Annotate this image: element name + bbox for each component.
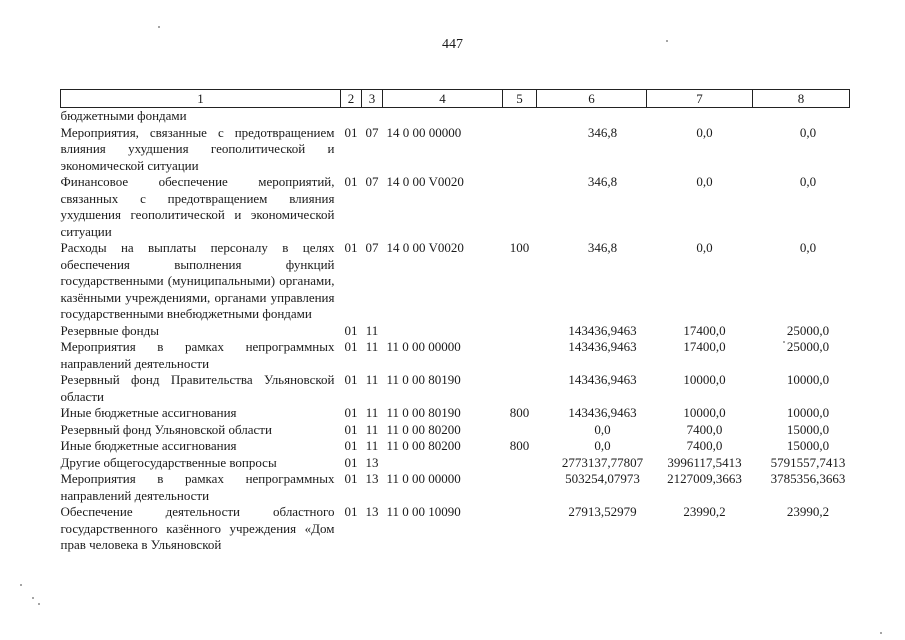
table-row <box>61 504 850 554</box>
row-amount-col8: 0,0 <box>799 240 817 255</box>
table-row <box>61 125 850 175</box>
row-amount-col6: 143436,9463 <box>568 339 637 354</box>
row-subsection: 13 <box>365 454 379 470</box>
row-expense-type <box>503 372 537 405</box>
row-amount-col7: 2127009,3663 <box>667 471 742 486</box>
row-section: 01 <box>344 372 358 387</box>
row-amount-col7: 7400,0 <box>686 438 723 453</box>
table-header-row <box>61 90 850 108</box>
table-row <box>61 405 850 422</box>
row-subsection: 11 <box>365 405 379 420</box>
row-section: 01 <box>344 471 358 486</box>
row-expense-type <box>503 422 537 439</box>
row-amount-col8: 25000,0 <box>786 322 830 338</box>
row-subsection: 07 <box>365 174 379 189</box>
row-name: Иные бюджетные ассигнования <box>60 438 237 453</box>
budget-table <box>60 89 850 554</box>
row-expense-type <box>503 323 537 340</box>
row-subsection: 11 <box>365 438 379 453</box>
row-amount-col6: 143436,9463 <box>568 405 637 420</box>
table-row <box>61 339 850 372</box>
row-name: Мероприятия, связанные с предотвращением влияния ухудшения геополитической и экономической ситуации <box>60 124 335 173</box>
column-header-5: 5 <box>503 90 537 108</box>
row-amount-col6: 346,8 <box>587 124 618 140</box>
row-amount-col6: 0,0 <box>594 438 611 453</box>
row-section: 01 <box>344 240 358 255</box>
row-expense-type <box>503 455 537 472</box>
row-name: Другие общегосударственные вопросы <box>60 454 277 470</box>
table-row <box>61 108 850 125</box>
scan-speck <box>32 597 34 599</box>
row-target-code: 11 0 00 80200 <box>386 438 461 453</box>
row-target-code: 11 0 00 10090 <box>386 504 461 519</box>
row-amount-col7: 7400,0 <box>686 421 723 437</box>
row-amount-col8: 10000,0 <box>786 405 830 420</box>
scan-speck <box>880 632 882 634</box>
row-section: 01 <box>344 322 358 338</box>
row-section: 01 <box>344 421 358 437</box>
row-amount-col7: 0,0 <box>696 124 713 140</box>
row-subsection: 07 <box>365 240 379 255</box>
row-amount-col8: 0,0 <box>799 174 817 189</box>
table-row <box>61 455 850 472</box>
table-row <box>61 438 850 455</box>
row-target-code: 14 0 00 V0020 <box>386 240 464 255</box>
row-target-code: 11 0 00 00000 <box>386 339 461 354</box>
scan-speck <box>783 341 785 343</box>
row-amount-col8 <box>753 108 850 125</box>
column-header-2: 2 <box>341 90 362 108</box>
row-amount-col6: 143436,9463 <box>568 372 637 387</box>
row-target-code <box>383 455 503 472</box>
row-name: Мероприятия в рамках непрограммных направлений деятельности <box>60 471 335 503</box>
table-row <box>61 372 850 405</box>
row-amount-col7: 17400,0 <box>683 339 726 354</box>
row-expense-type <box>503 174 537 240</box>
table-row <box>61 323 850 340</box>
row-expense-type <box>503 339 537 372</box>
row-amount-col8: 15000,0 <box>786 438 830 453</box>
row-target-code: 11 0 00 00000 <box>386 471 461 486</box>
row-subsection: 07 <box>365 124 379 140</box>
row-name: Мероприятия в рамках непрограммных направлений деятельности <box>60 339 335 371</box>
row-amount-col6: 346,8 <box>587 174 618 189</box>
row-amount-col8: 5791557,7413 <box>770 454 846 470</box>
row-amount-col6: 27913,52979 <box>568 504 637 519</box>
row-name: бюджетными фондами <box>60 108 187 123</box>
row-name: Резервный фонд Ульяновской области <box>60 421 272 437</box>
row-section <box>341 108 362 125</box>
row-amount-col7: 17400,0 <box>683 322 726 338</box>
row-amount-col6 <box>537 108 647 125</box>
scan-speck <box>666 40 668 42</box>
row-expense-type: 800 <box>509 438 530 453</box>
row-amount-col6: 0,0 <box>594 421 611 437</box>
row-amount-col8: 3785356,3663 <box>770 471 846 486</box>
row-amount-col7: 0,0 <box>696 174 713 189</box>
row-section: 01 <box>344 405 358 420</box>
row-subsection: 13 <box>365 504 379 519</box>
row-amount-col6: 2773137,77807 <box>561 454 644 470</box>
row-name: Резервный фонд Правительства Ульяновской области <box>60 372 335 404</box>
row-target-code: 11 0 00 80190 <box>386 372 461 387</box>
row-name: Финансовое обеспечение мероприятий, связанных с предотвращением влияния ухудшения геополитической и экономической ситуации <box>60 174 335 239</box>
page-number: 447 <box>442 37 463 52</box>
row-target-code <box>383 108 503 125</box>
row-target-code <box>383 323 503 340</box>
row-section: 01 <box>344 504 358 519</box>
column-header-4: 4 <box>383 90 503 108</box>
table-row <box>61 240 850 323</box>
scan-speck <box>158 26 160 28</box>
row-amount-col6: 143436,9463 <box>568 322 637 338</box>
row-amount-col7: 3996117,5413 <box>667 454 742 470</box>
row-target-code: 14 0 00 V0020 <box>386 174 464 189</box>
row-section: 01 <box>344 124 358 140</box>
row-target-code: 14 0 00 00000 <box>386 124 462 140</box>
row-amount-col6: 503254,07973 <box>565 471 640 486</box>
table-row <box>61 174 850 240</box>
row-section: 01 <box>344 438 358 453</box>
row-expense-type <box>503 471 537 504</box>
column-header-8: 8 <box>753 90 850 108</box>
row-expense-type: 100 <box>509 240 530 255</box>
row-amount-col6: 346,8 <box>587 240 618 255</box>
row-expense-type <box>503 504 537 554</box>
column-header-7: 7 <box>647 90 753 108</box>
row-subsection: 11 <box>365 421 379 437</box>
column-header-6: 6 <box>537 90 647 108</box>
row-name: Расходы на выплаты персоналу в целях обеспечения выполнения функций государственными (муниципальными) органами, казёнными учреждениями, органами управления государственными внебюджетными фондами <box>60 240 335 321</box>
row-subsection: 11 <box>365 339 379 354</box>
row-amount-col7: 10000,0 <box>683 405 726 420</box>
row-section: 01 <box>344 454 358 470</box>
row-name: Резервные фонды <box>60 322 159 338</box>
row-target-code: 11 0 00 80190 <box>386 405 461 420</box>
row-target-code: 11 0 00 80200 <box>386 421 461 437</box>
row-amount-col8: 23990,2 <box>786 504 830 519</box>
row-amount-col7: 10000,0 <box>683 372 726 387</box>
scan-speck <box>38 603 40 605</box>
column-header-3: 3 <box>362 90 383 108</box>
row-amount-col8: 10000,0 <box>786 372 830 387</box>
row-amount-col7: 0,0 <box>696 240 713 255</box>
row-subsection: 11 <box>365 322 379 338</box>
table-row <box>61 422 850 439</box>
row-amount-col7 <box>647 108 753 125</box>
row-name: Обеспечение деятельности областного государственного казённого учреждения «Дом прав человека в Ульяновской <box>60 504 335 552</box>
row-section: 01 <box>344 174 358 189</box>
row-expense-type <box>503 125 537 175</box>
row-amount-col8: 15000,0 <box>786 421 830 437</box>
column-header-1: 1 <box>61 90 341 108</box>
row-amount-col8: 0,0 <box>799 124 817 140</box>
scan-speck <box>20 584 22 586</box>
row-expense-type: 800 <box>509 405 530 420</box>
row-section: 01 <box>344 339 358 354</box>
table-row <box>61 471 850 504</box>
row-subsection: 11 <box>365 372 379 387</box>
row-subsection <box>362 108 383 125</box>
row-amount-col7: 23990,2 <box>683 504 726 519</box>
row-amount-col8: 25000,0 <box>786 339 830 354</box>
row-subsection: 13 <box>365 471 379 486</box>
row-name: Иные бюджетные ассигнования <box>60 405 237 420</box>
row-expense-type <box>503 108 537 125</box>
